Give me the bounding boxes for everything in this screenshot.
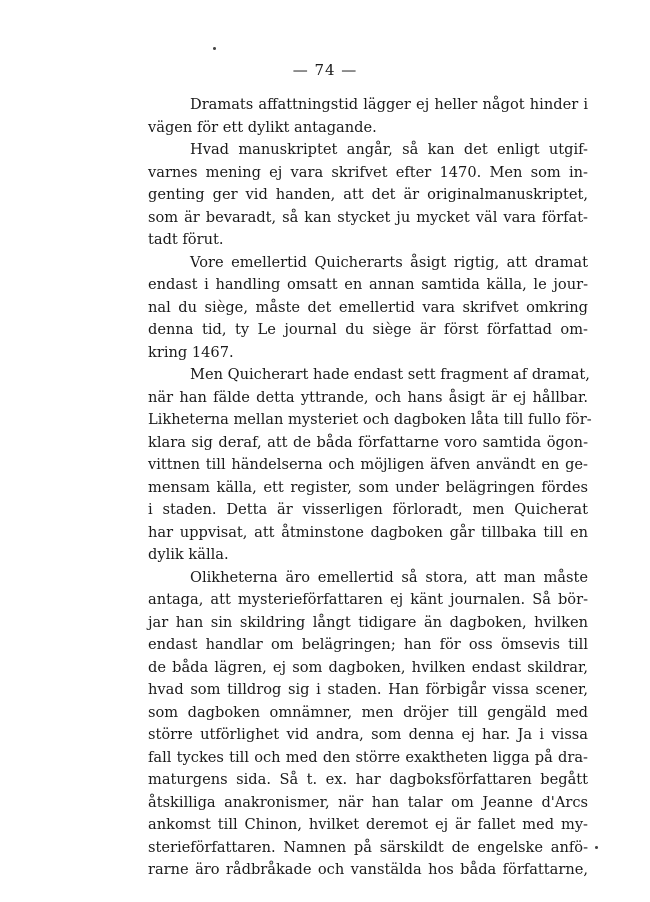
text-line: klara sig deraf, att de båda författarne voro samtida ögon-	[148, 433, 588, 451]
page-number: — 74 —	[292, 61, 358, 79]
text-line: tadt förut.	[148, 231, 224, 248]
text-line: Men Quicherart hade endast sett fragment af dramat,	[190, 366, 590, 383]
text-line: åtskilliga anakronismer, när han talar om Jeanne d'Arcs	[148, 793, 588, 811]
text-line: dylik källa.	[148, 546, 229, 563]
text-line: Vore emellertid Quicherarts åsigt rigtig, att dramat	[190, 253, 588, 271]
text-line: nal du siège, måste det emellertid vara skrifvet omkring	[148, 298, 588, 316]
text-line: Hvad manuskriptet angår, så kan det enligt utgif-	[190, 141, 588, 158]
text-line: Likheterna mellan mysteriet och dagboken låta till fullo för-	[148, 411, 592, 428]
text-line: i staden. Detta är visserligen förloradt, men Quicherat	[148, 501, 588, 518]
text-line: fall tyckes till och med den större exaktheten ligga på dra-	[148, 748, 588, 766]
text-line: som dagboken omnämner, men dröjer till gengäld med	[148, 703, 588, 721]
body-text	[148, 94, 592, 882]
text-line: mensam källa, ett register, som under belägringen fördes	[148, 478, 588, 496]
ink-speck	[595, 846, 598, 849]
text-line: Dramats affattningstid lägger ej heller något hinder i	[190, 96, 588, 113]
text-line: vägen för ett dylikt antagande.	[148, 118, 377, 136]
text-line: sterieförfattaren. Namnen på särskildt de engelske anfö-	[148, 838, 588, 856]
text-line: kring 1467.	[148, 343, 234, 361]
text-line: Olikheterna äro emellertid så stora, att man måste	[190, 568, 588, 586]
text-line: hvad som tilldrog sig i staden. Han förbigår vissa scener,	[148, 681, 588, 698]
text-line: maturgens sida. Så t. ex. har dagboksförfattaren begått	[148, 771, 588, 788]
ink-speck	[213, 47, 216, 50]
text-line: har uppvisat, att åtminstone dagboken går tillbaka till en	[148, 523, 588, 541]
text-line: när han fälde detta yttrande, och hans åsigt är ej hållbar.	[148, 388, 588, 406]
text-line: rarne äro rådbråkade och vanstälda hos båda författarne,	[148, 861, 588, 878]
text-line: som är bevaradt, så kan stycket ju mycket väl vara förfat-	[148, 208, 588, 226]
text-line: de båda lägren, ej som dagboken, hvilken endast skildrar,	[148, 658, 588, 676]
text-line: endast i handling omsatt en annan samtida källa, le jour-	[148, 276, 588, 293]
text-line: ankomst till Chinon, hvilket deremot ej är fallet med my-	[148, 816, 588, 833]
text-line: större utförlighet vid andra, som denna ej har. Ja i vissa	[148, 726, 588, 743]
text-line: vittnen till händelserna och möjligen äfven användt en ge-	[148, 456, 588, 473]
text-line: endast handlar om belägringen; han för oss ömsevis till	[148, 636, 588, 653]
text-line: jar han sin skildring långt tidigare än dagboken, hvilken	[148, 613, 588, 631]
text-line: denna tid, ty Le journal du siège är först författad om-	[148, 321, 588, 338]
text-line: antaga, att mysterieförfattaren ej känt journalen. Så bör-	[148, 591, 588, 608]
text-line: genting ger vid handen, att det är originalmanuskriptet,	[148, 186, 588, 203]
text-line: varnes mening ej vara skrifvet efter 1470. Men som in-	[148, 163, 588, 181]
